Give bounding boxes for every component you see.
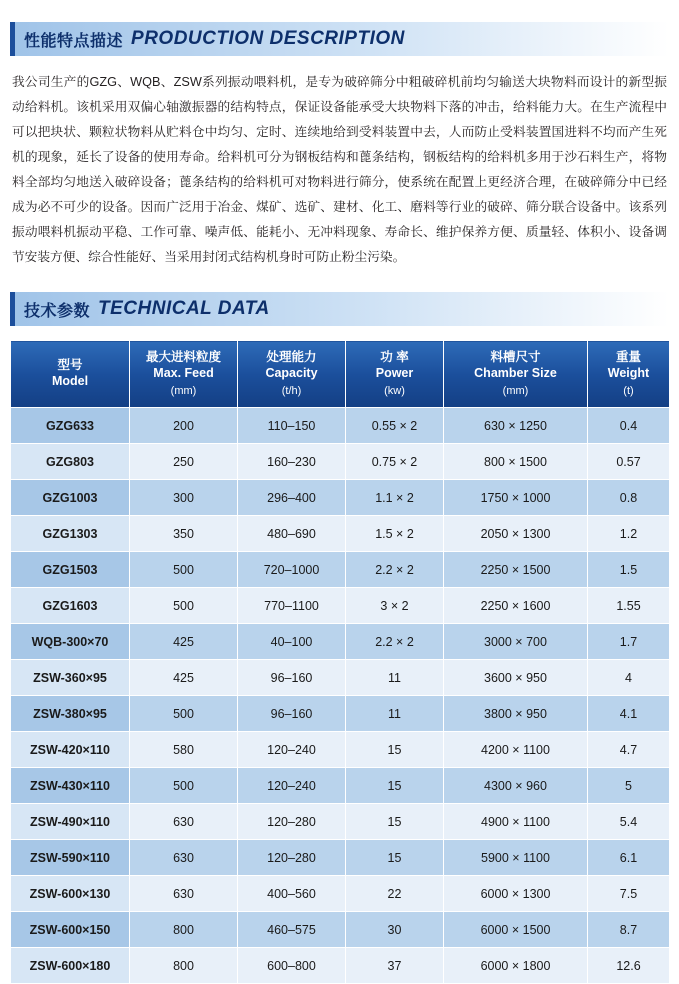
cell-power: 2.2 × 2 <box>346 624 444 660</box>
table-row <box>11 480 670 516</box>
section-spacer <box>0 270 679 292</box>
cell-capacity: 160–230 <box>238 444 346 480</box>
cell-capacity: 296–400 <box>238 480 346 516</box>
cell-power: 15 <box>346 768 444 804</box>
cell-chamber-size: 630 × 1250 <box>444 408 588 444</box>
cell-model: GZG633 <box>11 408 130 444</box>
header-cn: 料槽尺寸 <box>490 350 541 364</box>
header-cn: 重量 <box>615 350 641 364</box>
accent-bar <box>10 292 15 326</box>
cell-weight: 1.55 <box>588 588 670 624</box>
cell-max-feed: 630 <box>130 804 238 840</box>
table-header-row <box>11 341 670 408</box>
table-row <box>11 732 670 768</box>
cell-weight: 5.4 <box>588 804 670 840</box>
table-row <box>11 768 670 804</box>
cell-weight: 1.2 <box>588 516 670 552</box>
section-header-technical <box>10 292 669 326</box>
cell-chamber-size: 3600 × 950 <box>444 660 588 696</box>
table-row <box>11 804 670 840</box>
cell-weight: 0.8 <box>588 480 670 516</box>
cell-weight: 4.1 <box>588 696 670 732</box>
cell-max-feed: 300 <box>130 480 238 516</box>
cell-chamber-size: 4300 × 960 <box>444 768 588 804</box>
section-title-cn: 技术参数 <box>24 302 91 320</box>
header-cn: 型号 <box>57 358 83 372</box>
table-row <box>11 588 670 624</box>
top-spacer <box>0 0 679 22</box>
cell-chamber-size: 2250 × 1600 <box>444 588 588 624</box>
cell-model: WQB-300×70 <box>11 624 130 660</box>
cell-power: 15 <box>346 804 444 840</box>
cell-max-feed: 500 <box>130 588 238 624</box>
cell-model: ZSW-420×110 <box>11 732 130 768</box>
cell-chamber-size: 2250 × 1500 <box>444 552 588 588</box>
cell-power: 0.55 × 2 <box>346 408 444 444</box>
cell-max-feed: 200 <box>130 408 238 444</box>
table-row <box>11 696 670 732</box>
column-header-max-feed <box>130 341 238 408</box>
cell-chamber-size: 4900 × 1100 <box>444 804 588 840</box>
cell-max-feed: 425 <box>130 660 238 696</box>
cell-max-feed: 630 <box>130 840 238 876</box>
cell-power: 22 <box>346 876 444 912</box>
table-row <box>11 408 670 444</box>
cell-power: 30 <box>346 912 444 948</box>
header-en: Model <box>51 374 89 388</box>
cell-max-feed: 350 <box>130 516 238 552</box>
cell-capacity: 96–160 <box>238 660 346 696</box>
cell-capacity: 120–280 <box>238 804 346 840</box>
cell-capacity: 120–240 <box>238 732 346 768</box>
header-en: Weight <box>607 366 650 380</box>
cell-model: GZG803 <box>11 444 130 480</box>
cell-max-feed: 630 <box>130 876 238 912</box>
table-row <box>11 516 670 552</box>
cell-chamber-size: 3800 × 950 <box>444 696 588 732</box>
table-header <box>11 341 670 408</box>
cell-capacity: 110–150 <box>238 408 346 444</box>
section-title-en: TECHNICAL DATA <box>98 298 270 319</box>
table-row <box>11 912 670 948</box>
cell-chamber-size: 1750 × 1000 <box>444 480 588 516</box>
cell-max-feed: 800 <box>130 948 238 984</box>
header-en: Chamber Size <box>474 366 557 380</box>
cell-power: 3 × 2 <box>346 588 444 624</box>
header-unit: (kw) <box>384 385 405 397</box>
technical-data-table-wrap <box>10 340 669 984</box>
header-unit: (t) <box>623 385 634 397</box>
cell-model: GZG1003 <box>11 480 130 516</box>
cell-chamber-size: 3000 × 700 <box>444 624 588 660</box>
section-title-en: PRODUCTION DESCRIPTION <box>131 28 405 49</box>
column-header-power <box>346 341 444 408</box>
column-header-chamber-size <box>444 341 588 408</box>
cell-model: GZG1503 <box>11 552 130 588</box>
cell-power: 37 <box>346 948 444 984</box>
header-unit: (mm) <box>170 385 197 397</box>
cell-capacity: 120–280 <box>238 840 346 876</box>
cell-chamber-size: 800 × 1500 <box>444 444 588 480</box>
cell-capacity: 460–575 <box>238 912 346 948</box>
header-unit: (mm) <box>502 385 529 397</box>
cell-weight: 0.57 <box>588 444 670 480</box>
cell-chamber-size: 2050 × 1300 <box>444 516 588 552</box>
header-cn: 最大进料粒度 <box>145 350 221 364</box>
column-header-weight <box>588 341 670 408</box>
cell-chamber-size: 6000 × 1800 <box>444 948 588 984</box>
cell-capacity: 770–1100 <box>238 588 346 624</box>
cell-max-feed: 800 <box>130 912 238 948</box>
column-header-capacity <box>238 341 346 408</box>
table-row <box>11 552 670 588</box>
cell-capacity: 400–560 <box>238 876 346 912</box>
cell-model: ZSW-490×110 <box>11 804 130 840</box>
cell-model: GZG1303 <box>11 516 130 552</box>
section-header-description <box>10 22 669 56</box>
cell-power: 1.5 × 2 <box>346 516 444 552</box>
section-title-cn: 性能特点描述 <box>24 32 124 50</box>
table-row <box>11 624 670 660</box>
cell-weight: 1.5 <box>588 552 670 588</box>
accent-bar <box>10 22 15 56</box>
cell-model: ZSW-430×110 <box>11 768 130 804</box>
header-unit: (t/h) <box>281 385 302 397</box>
cell-capacity: 600–800 <box>238 948 346 984</box>
table-body <box>11 408 670 984</box>
cell-model: ZSW-600×180 <box>11 948 130 984</box>
description-paragraph: 我公司生产的GZG、WQB、ZSW系列振动喂料机，是专为破碎筛分中粗破碎机前均匀输送大块物料而设计的新型振动给料机。该机采用双偏心轴激振器的结构特点，保证设备能承受大块物料下落的冲击，给料能力大。在生产流程中可以把块状、颗粒状物料从贮料仓中均匀、定时、连续地给到受料装置中去，人而防止受料装置国进料不均而产生死机的现象，延长了设备的使用寿命。给料机可分为钢板结构和蓖条结构，钢板结构的给料机多用于沙石料生产，将物料全部均匀地送入破碎设备；蓖条结构的给料机可对物料进行筛分，使系统在配置上更经济合理，在破碎筛分中已经成为必不可少的设备。因而广泛用于冶金、煤矿、选矿、建材、化工、磨料等行业的破碎、筛分联合设备中。该系列振动喂料机振动平稳、工作可靠、噪声低、能耗小、无冲料现象、寿命长、维护保养方便、质量轻、体积小、设备调节安装方便、综合性能好、当采用封闭式结构机身时可防止粉尘污染。 <box>12 75 667 264</box>
header-en: Max. Feed <box>153 366 214 380</box>
cell-weight: 5 <box>588 768 670 804</box>
cell-capacity: 720–1000 <box>238 552 346 588</box>
cell-model: ZSW-600×130 <box>11 876 130 912</box>
cell-capacity: 480–690 <box>238 516 346 552</box>
cell-chamber-size: 6000 × 1300 <box>444 876 588 912</box>
cell-power: 11 <box>346 696 444 732</box>
table-row <box>11 840 670 876</box>
cell-weight: 12.6 <box>588 948 670 984</box>
cell-max-feed: 250 <box>130 444 238 480</box>
cell-weight: 7.5 <box>588 876 670 912</box>
cell-model: ZSW-600×150 <box>11 912 130 948</box>
table-row <box>11 948 670 984</box>
cell-capacity: 120–240 <box>238 768 346 804</box>
cell-power: 15 <box>346 732 444 768</box>
cell-power: 0.75 × 2 <box>346 444 444 480</box>
cell-power: 15 <box>346 840 444 876</box>
column-header-model <box>11 341 130 408</box>
cell-power: 1.1 × 2 <box>346 480 444 516</box>
cell-capacity: 40–100 <box>238 624 346 660</box>
cell-model: ZSW-380×95 <box>11 696 130 732</box>
cell-weight: 4.7 <box>588 732 670 768</box>
cell-model: GZG1603 <box>11 588 130 624</box>
table-row <box>11 444 670 480</box>
cell-weight: 1.7 <box>588 624 670 660</box>
cell-power: 11 <box>346 660 444 696</box>
header-en: Power <box>375 366 414 380</box>
cell-model: ZSW-360×95 <box>11 660 130 696</box>
cell-weight: 4 <box>588 660 670 696</box>
cell-max-feed: 500 <box>130 552 238 588</box>
cell-chamber-size: 4200 × 1100 <box>444 732 588 768</box>
cell-chamber-size: 6000 × 1500 <box>444 912 588 948</box>
table-row <box>11 876 670 912</box>
cell-max-feed: 425 <box>130 624 238 660</box>
header-cn: 功 率 <box>380 350 409 364</box>
cell-max-feed: 580 <box>130 732 238 768</box>
cell-model: ZSW-590×110 <box>11 840 130 876</box>
header-en: Capacity <box>265 366 318 380</box>
cell-capacity: 96–160 <box>238 696 346 732</box>
cell-chamber-size: 5900 × 1100 <box>444 840 588 876</box>
technical-data-table <box>10 340 670 984</box>
cell-max-feed: 500 <box>130 696 238 732</box>
cell-max-feed: 500 <box>130 768 238 804</box>
cell-weight: 8.7 <box>588 912 670 948</box>
cell-power: 2.2 × 2 <box>346 552 444 588</box>
table-row <box>11 660 670 696</box>
header-cn: 处理能力 <box>266 350 317 364</box>
cell-weight: 6.1 <box>588 840 670 876</box>
cell-weight: 0.4 <box>588 408 670 444</box>
